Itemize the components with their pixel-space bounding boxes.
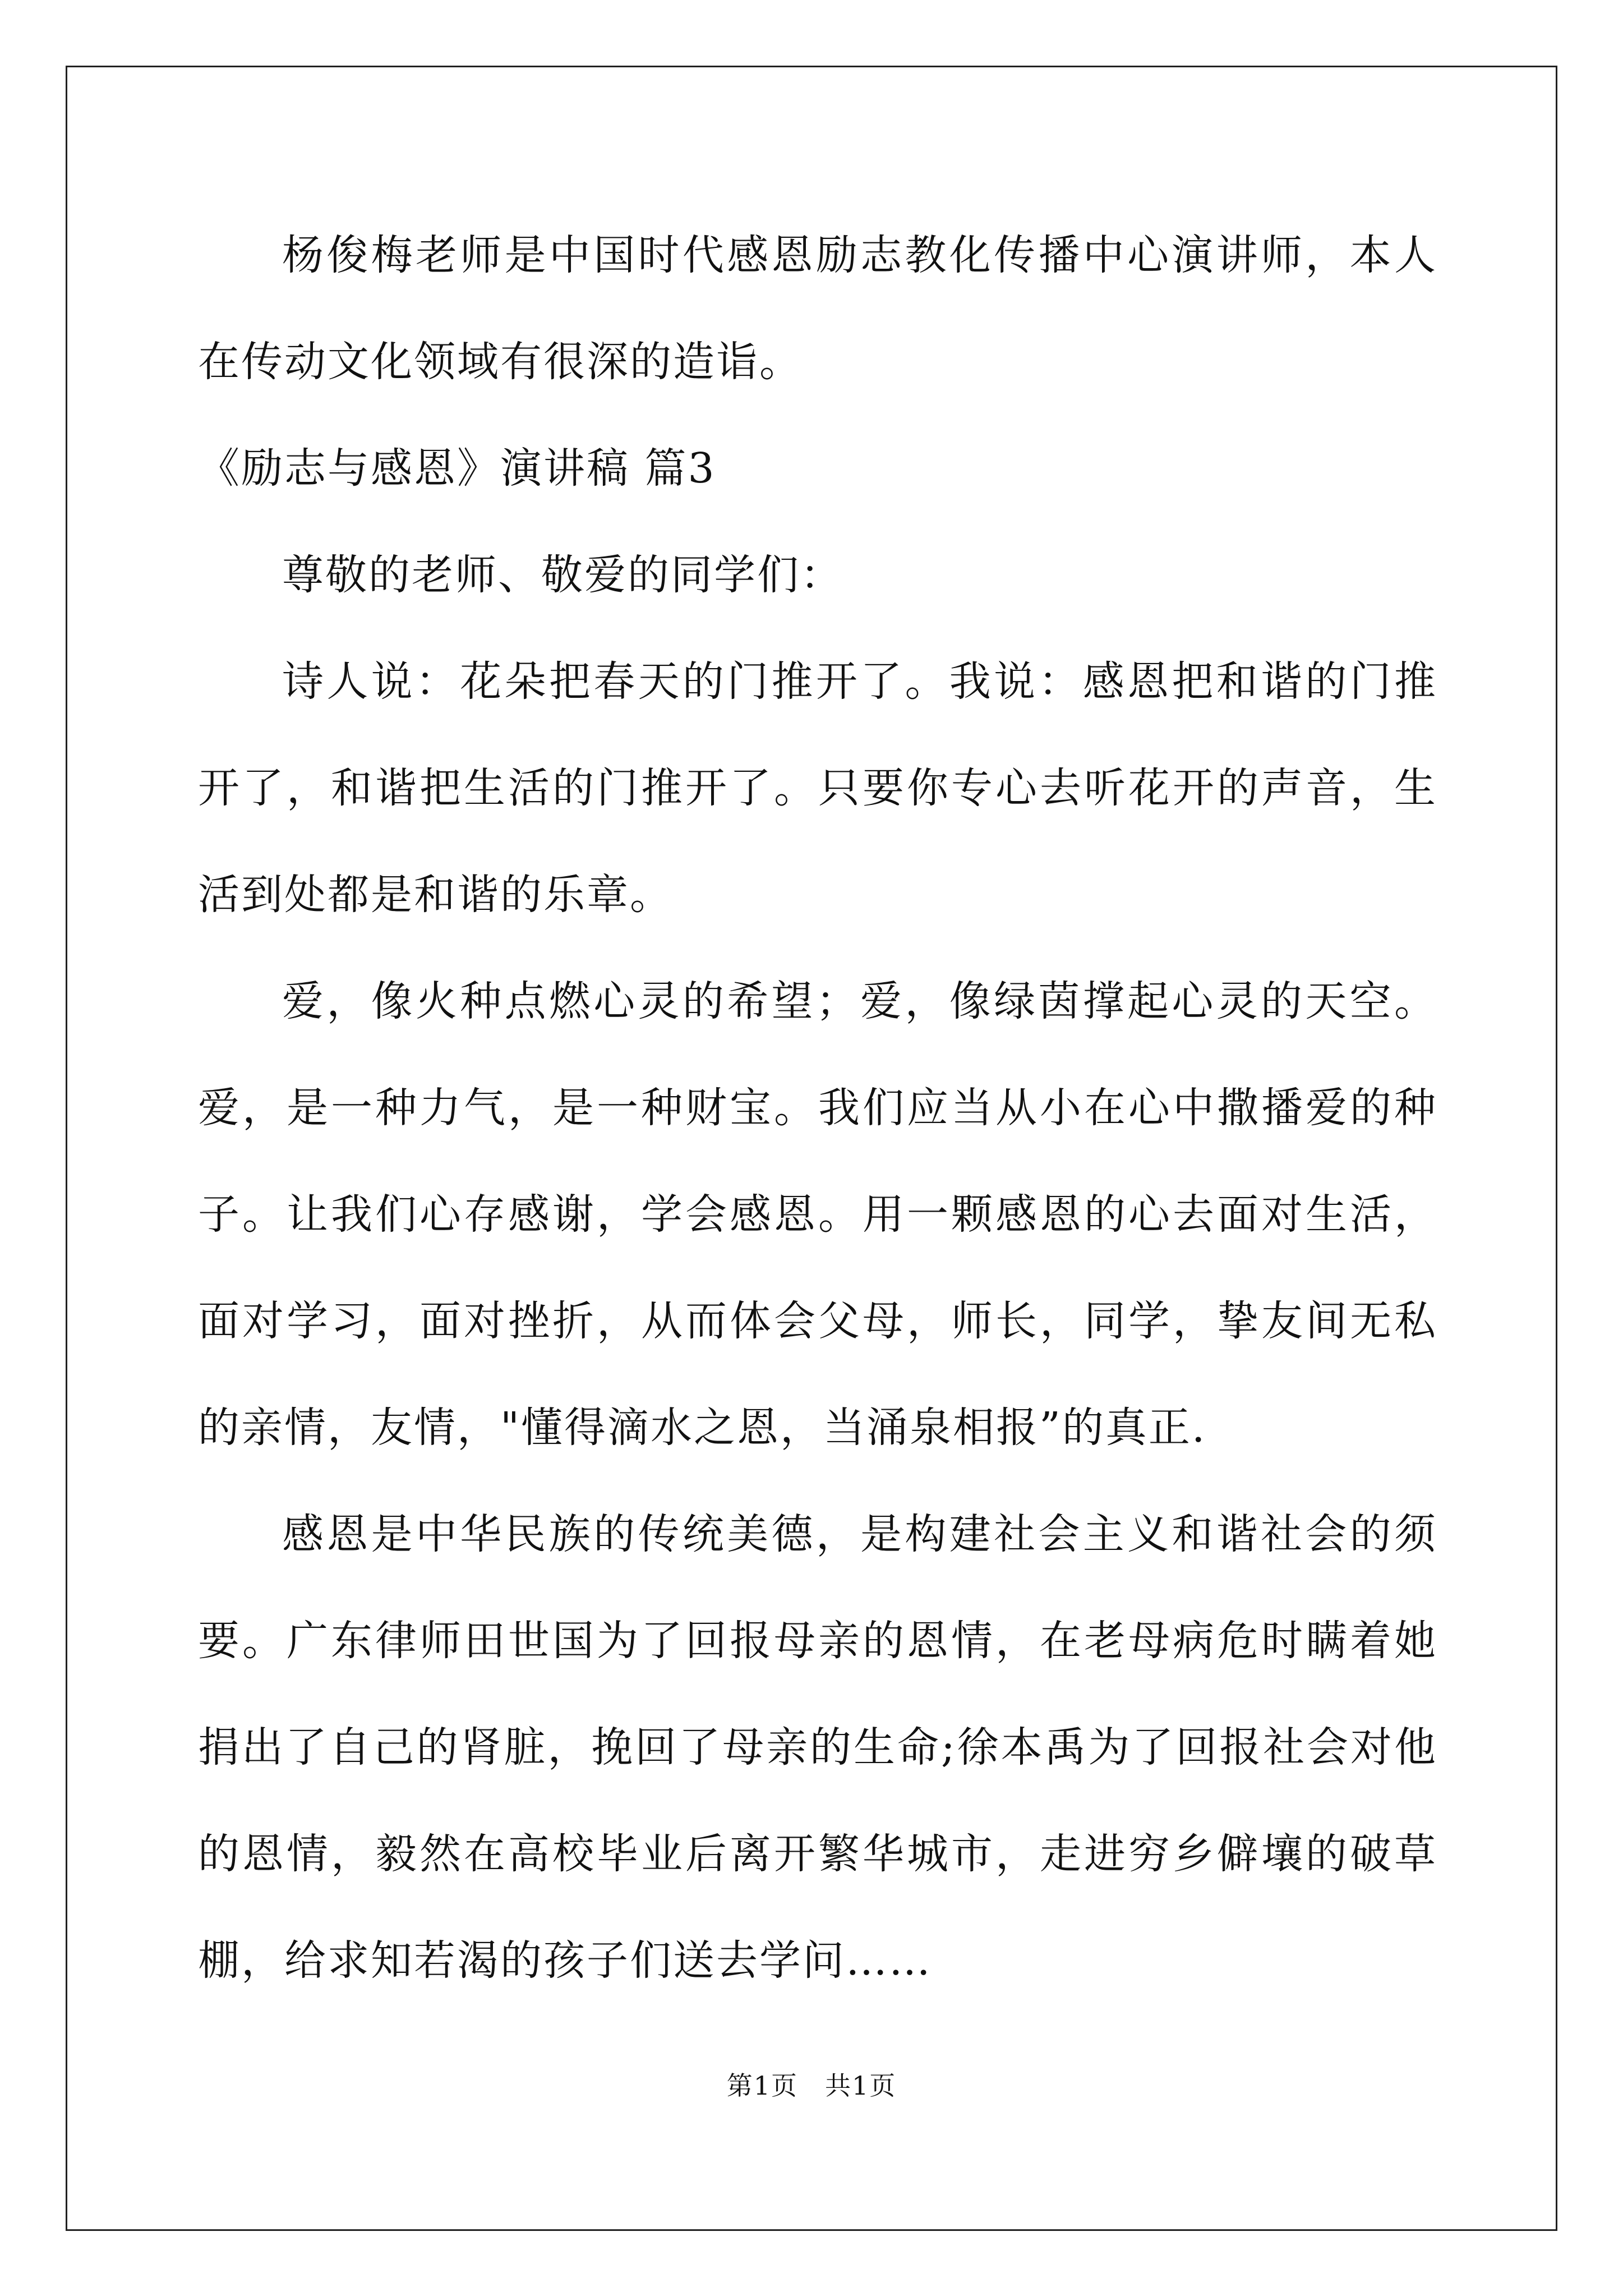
paragraph-gratitude: 感恩是中华民族的传统美德，是构建社会主义和谐社会的须要。广东律师田世国为了回报母亲的恩情，在老母病危时瞒着她捐出了自己的肾脏，挽回了母亲的生命;徐本禹为了回报社会对他的恩情，毅然在高校毕业后离开繁华城市，走进穷乡僻壤的破草棚，给求知若渴的孩子们送去学问…… bbox=[198, 1510, 1437, 1985]
document-body bbox=[198, 202, 1437, 2014]
paragraph-salutation: 尊敬的老师、敬爱的同学们： bbox=[282, 551, 843, 599]
paragraph-poet: 诗人说：花朵把春天的门推开了。我说：感恩把和谐的门推开了，和谐把生活的门推开了。只要你专心去听花开的声音，生活到处都是和谐的乐章。 bbox=[198, 657, 1437, 919]
page-total: 共1页 bbox=[825, 2070, 897, 2101]
paragraph-love: 爱，像火种点燃心灵的希望；爱，像绿茵撑起心灵的天空。爱，是一种力气，是一种财宝。我们应当从小在心中撒播爱的种子。让我们心存感谢，学会感恩。用一颗感恩的心去面对生活，面对学习，面对挫折，从而体会父母，师长，同学，挚友间无私的亲情，友情，"懂得滴水之恩，当涌泉相报”的真正. bbox=[198, 977, 1437, 1452]
page-footer bbox=[0, 2069, 1623, 2102]
section-heading: 《励志与感恩》演讲稿 篇3 bbox=[198, 444, 716, 493]
page-number: 第1页 bbox=[726, 2070, 798, 2101]
paragraph-intro: 杨俊梅老师是中国时代感恩励志教化传播中心演讲师，本人在传动文化领域有很深的造诣。 bbox=[198, 231, 1437, 386]
